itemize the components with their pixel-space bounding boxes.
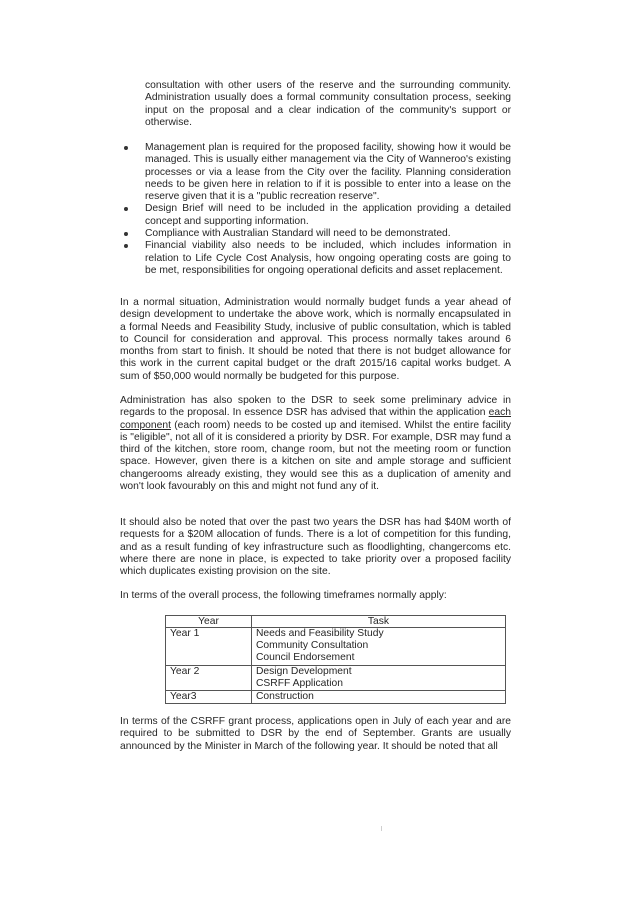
scan-mark — [381, 826, 382, 831]
csrff-paragraph: In terms of the CSRFF grant process, applications open in July of each year and are required to be submitted to DSR by the end of September. Grants are usually announced by the Minister in March of the following year. It should be noted that all — [120, 716, 511, 752]
continuation-text: consultation with other users of the reserve and the surrounding community. Administration usually does a formal community consultation process, seeking input on the proposal and a clear indication of the community's support or otherwise. — [145, 80, 511, 128]
bullet-icon — [124, 244, 128, 248]
competition-paragraph: It should also be noted that over the past two years the DSR has had $40M worth of requests for a $20M allocation of funds. There is a lot of competition for this funding, and as a result funding of key infrastructure such as floodlighting, changercoms etc. where there are none in place, is expected to take priority over a proposed facility which duplicates existing provision on the site. — [120, 517, 511, 578]
header-task: Task — [252, 616, 506, 628]
requirements-list — [120, 142, 511, 277]
year-cell: Year 2 — [166, 665, 252, 690]
list-item: Design Brief will need to be included in the application providing a detailed concept and supporting information. — [120, 203, 511, 228]
list-item: Management plan is required for the proposed facility, showing how it would be managed. This is usually either management via the City of Wanneroo's existing processes or via a lease from the City over the facility. Planning consideration needs to be given here in relation to if it is possible to enter into a lease on the reserve given that it is a "public recreation reserve". — [120, 142, 511, 203]
budget-paragraph: In a normal situation, Administration would normally budget funds a year ahead of design development to undertake the above work, which is normally encapsulated in a formal Needs and Feasibility Study, inclusive of public consultation, which is tabled to Council for consideration and approval. This process normally takes around 6 months from start to finish. It should be noted that there is not budget allowance for this work in the current capital budget or the draft 2015/16 capital works budget. A sum of $50,000 would normally be budgeted for this purpose. — [120, 297, 511, 382]
table-row — [166, 628, 506, 666]
table-row — [166, 691, 506, 704]
timeframes-intro: In terms of the overall process, the following timeframes normally apply: — [120, 590, 447, 601]
list-item: Compliance with Australian Standard will need to be demonstrated. — [120, 228, 511, 240]
list-item: Financial viability also needs to be included, which includes information in relation to Life Cycle Cost Analysis, how ongoing operating costs are going to be met, responsibilities for ongoing operational deficits and asset replacement. — [120, 240, 511, 277]
underlined-phrase: each component — [120, 407, 511, 431]
task-cell: Construction — [252, 691, 506, 704]
table-row — [166, 665, 506, 690]
task-cell: Design Development CSRFF Application — [252, 665, 506, 690]
task-cell: Needs and Feasibility Study Community Consultation Council Endorsement — [252, 628, 506, 666]
year-cell: Year 1 — [166, 628, 252, 666]
dsr-advice-paragraph: Administration has also spoken to the DSR to seek some preliminary advice in regards to the proposal. In essence DSR has advised that within the application each component (each room) needs to be costed up and itemised. Whilst the entire facility is "eligible", not all of it is considered a priority by DSR. For example, DSR may fund a third of the kitchen, store room, change room, but not the meeting room or function space. However, given there is a kitchen on site and ample storage and sufficient changerooms already existing, they would see this as a duplication of amenity and won't look favourably on this and might not fund any of it. — [120, 395, 511, 493]
table-header-row — [166, 616, 506, 628]
bullet-icon — [124, 146, 128, 150]
bullet-icon — [124, 232, 128, 236]
timeframes-table — [165, 615, 506, 704]
year-cell: Year3 — [166, 691, 252, 704]
bullet-icon — [124, 207, 128, 211]
header-year: Year — [166, 616, 252, 628]
